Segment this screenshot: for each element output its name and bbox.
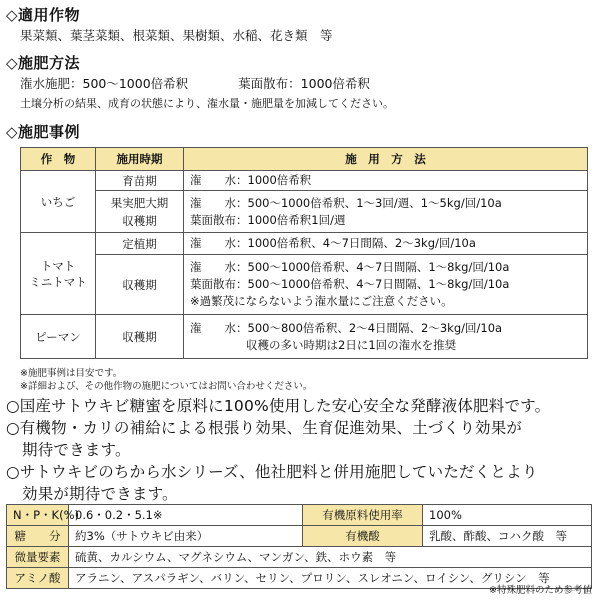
table-row xyxy=(7,505,592,526)
spec-label: 有機酸 xyxy=(303,526,423,547)
method-line: 潅 水：1000倍希釈 xyxy=(190,173,312,187)
method-cell xyxy=(184,171,588,191)
method-line: 潅 水：500～800倍希釈、2～4日間隔、2～3kg/回/10a xyxy=(190,320,503,335)
header-crop: 作 物 xyxy=(21,148,96,171)
spec-value: 乳酸、酢酸、コハク酸 等 xyxy=(423,526,592,547)
header-period: 施用時期 xyxy=(96,148,184,171)
table-header-row xyxy=(21,148,588,171)
table-row xyxy=(7,547,592,568)
period-line: 収穫期 xyxy=(122,213,157,228)
feature-1: ○国産サトウキビ糖蜜を原料に100%使用した安心安全な発酵液体肥料です。 xyxy=(6,397,551,415)
spec-value: 約3%（サトウキビ由来） xyxy=(69,526,303,547)
period-cell: 育苗期 xyxy=(96,171,184,191)
table-row xyxy=(21,171,588,191)
period-line: 果実肥大期 xyxy=(110,195,169,210)
specification-table xyxy=(6,504,592,589)
feature-3-cont: 効果が期待できます。 xyxy=(22,485,178,503)
spec-label: アミノ酸 xyxy=(7,568,69,589)
note-guideline: ※施肥事例は目安です。 xyxy=(20,368,123,379)
applicable-crops-text: 果菜類、葉茎菜類、根菜類、果樹類、水稲、花き類 等 xyxy=(20,28,333,43)
spec-value: 硫黄、カルシウム、マグネシウム、マンガン、鉄、ホウ素 等 xyxy=(69,547,592,568)
crop-tomato xyxy=(21,233,96,315)
period-cell: 定植期 xyxy=(96,233,184,255)
spec-value: 0.6・0.2・5.1※ xyxy=(69,505,303,526)
fertilization-method-title: ◇施肥方法 xyxy=(6,54,81,72)
fertilization-example-table xyxy=(20,147,588,359)
crop-pepper: ピーマン xyxy=(21,315,96,359)
spec-value: 100% xyxy=(423,505,592,526)
spec-label: N・P・K(%) xyxy=(7,505,69,526)
applicable-crops-title: ◇適用作物 xyxy=(6,6,81,24)
spec-value: アラニン、アスパラギン、バリン、セリン、プロリン、スレオニン、ロイシン、グリシン 等 xyxy=(69,568,592,589)
method-cell xyxy=(184,191,588,233)
fertilization-method-line2: 土壌分析の結果、成育の状態により、潅水量・施肥量を加減してください。 xyxy=(20,97,394,110)
method-line: 葉面散布：500～1000倍希釈、4～7日間隔、1～8kg/回/10a xyxy=(190,277,510,291)
feature-3: ○サトウキビのちから水シリーズ、他社肥料と併用施肥していただくとより xyxy=(6,463,538,481)
feature-2-cont: 期待できます。 xyxy=(22,441,131,459)
fertilization-method-line1: 潅水施肥：500～1000倍希釈 葉面散布：1000倍希釈 xyxy=(20,76,370,91)
method-line: 潅 水：500～1000倍希釈、4～7日間隔、1～8kg/回/10a xyxy=(190,260,510,274)
note-contact: ※詳細および、その他作物の施肥についてはお問い合わせください。 xyxy=(20,381,313,392)
method-line: 収穫の多い時期は2日に1回の潅水を推奨 xyxy=(246,337,457,352)
table-row xyxy=(21,315,588,359)
header-method: 施 用 方 法 xyxy=(184,148,588,171)
table-row xyxy=(21,191,588,233)
method-note: ※過繁茂にならないよう潅水量にご注意ください。 xyxy=(190,294,453,308)
spec-label: 糖 分 xyxy=(7,526,69,547)
method-cell xyxy=(184,255,588,315)
spec-label: 微量要素 xyxy=(7,547,69,568)
fertilization-example-title: ◇施肥事例 xyxy=(6,123,81,141)
method-line: 潅 水：1000倍希釈、4～7日間隔、2～3kg/回/10a xyxy=(190,236,476,250)
method-line: 潅 水：500～1000倍希釈、1～3回/週、1～5kg/回/10a xyxy=(190,195,502,210)
period-cell xyxy=(96,191,184,233)
table-row xyxy=(21,233,588,255)
spec-label: 有機原料使用率 xyxy=(303,505,423,526)
method-line: 葉面散布：1000倍希釈1回/週 xyxy=(190,212,346,227)
period-cell: 収穫期 xyxy=(96,255,184,315)
footnote: ※特殊肥料のため参考値 xyxy=(489,585,592,596)
crop-strawberry: いちご xyxy=(21,171,96,233)
crop-line: ミニトマト xyxy=(29,274,87,289)
feature-2: ○有機物・カリの補給による根張り効果、生育促進効果、土づくり効果が xyxy=(6,419,523,437)
method-cell xyxy=(184,315,588,359)
table-row xyxy=(7,526,592,547)
table-row xyxy=(21,255,588,315)
period-cell: 収穫期 xyxy=(96,315,184,359)
method-cell xyxy=(184,233,588,255)
crop-line: トマト xyxy=(40,258,76,273)
